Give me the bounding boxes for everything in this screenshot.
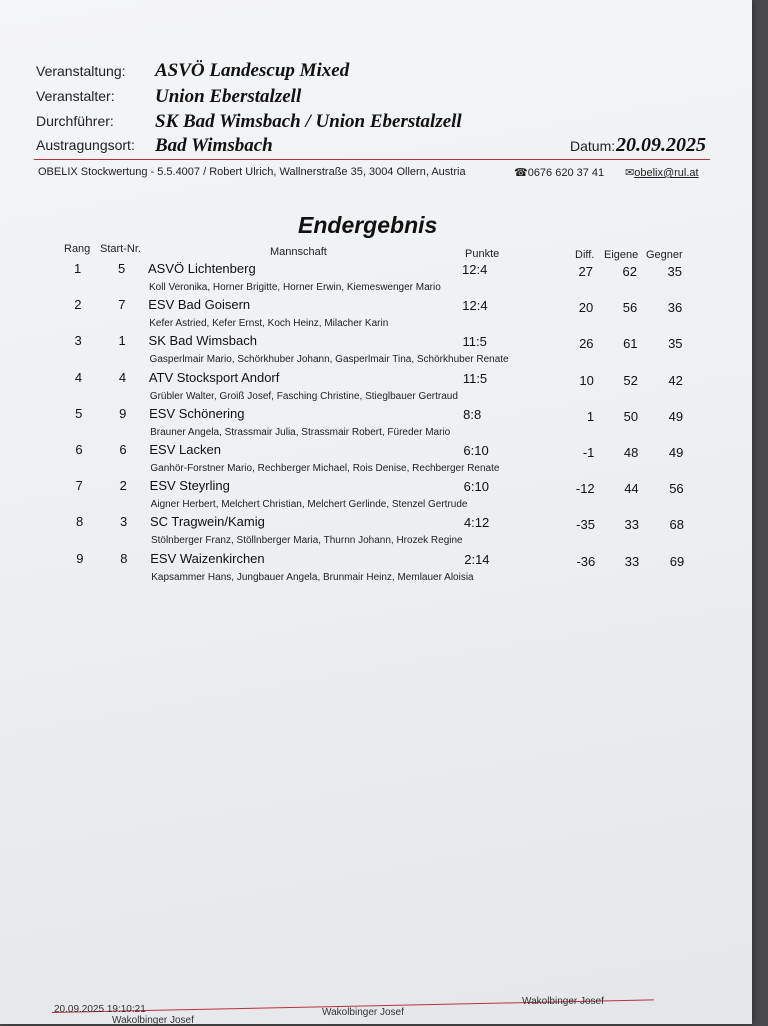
signature-3: Wakolbinger Josef (522, 996, 604, 1007)
own-score: 44 (624, 481, 639, 497)
envelope-icon: ✉ (625, 167, 635, 179)
own-score: 48 (623, 445, 639, 460)
difference: -12 (575, 481, 595, 497)
opponent-score: 49 (668, 445, 684, 460)
team-members: Grübler Walter, Groiß Josef, Fasching Christine, Stieglbauer Gertraud (149, 390, 458, 402)
rank: 4 (74, 369, 83, 385)
col-mannschaft: Mannschaft (270, 246, 327, 258)
rank: 1 (74, 261, 82, 276)
team-members: Koll Veronika, Horner Brigitte, Horner Erwin, Kiemeswenger Mario (149, 282, 441, 293)
datum-value: 20.09.2025 (616, 134, 706, 156)
points: 4:12 (463, 515, 490, 531)
col-start: Start-Nr. (100, 243, 141, 255)
col-diff: Diff. (575, 249, 595, 261)
start-number: 2 (119, 478, 127, 494)
team-name: ESV Waizenkirchen (150, 550, 265, 566)
signature-1: Wakolbinger Josef (112, 1015, 194, 1026)
own-score: 56 (622, 300, 638, 316)
durchfuehrer-label: Durchführer: (36, 113, 114, 129)
print-timestamp: 20.09.2025 19:10:21 (54, 1004, 146, 1015)
difference: 27 (578, 264, 593, 279)
team-members: Gasperlmair Mario, Schörkhuber Johann, Gasperlmair Tina, Schörkhuber Renate (149, 354, 509, 366)
veranstalter-value: Union Eberstalzell (155, 86, 302, 107)
own-score: 61 (623, 336, 638, 352)
ort-label: Austragungsort: (36, 137, 135, 153)
own-score: 33 (624, 553, 640, 569)
start-number: 8 (120, 550, 128, 566)
opponent-score: 49 (668, 408, 684, 424)
difference: 20 (578, 300, 594, 316)
start-number: 9 (119, 405, 127, 421)
rank: 2 (74, 297, 82, 313)
start-number: 5 (118, 261, 126, 276)
own-score: 52 (623, 372, 638, 388)
team-members: Kapsammer Hans, Jungbauer Angela, Brunmair Heinz, Memlauer Aloisia (151, 571, 474, 583)
points: 6:10 (463, 479, 489, 495)
difference: 26 (579, 336, 594, 352)
difference: -35 (576, 517, 595, 533)
team-members: Kefer Astried, Kefer Ernst, Koch Heinz, Milacher Karin (149, 318, 389, 330)
veranstaltung-value: ASVÖ Landescup Mixed (155, 60, 350, 81)
opponent-score: 68 (669, 517, 684, 533)
rank: 6 (75, 442, 83, 457)
team-name: ATV Stocksport Andorf (148, 369, 280, 385)
own-score: 50 (623, 408, 639, 424)
start-number: 6 (119, 442, 127, 457)
team-members: Stölnberger Franz, Stöllnberger Maria, Thurnn Johann, Hrozek Regine (150, 535, 463, 547)
team-name: ESV Steyrling (149, 478, 230, 494)
veranstalter-label: Veranstalter: (36, 88, 115, 104)
rank: 3 (74, 333, 82, 349)
signature-2: Wakolbinger Josef (322, 1007, 404, 1018)
durchfuehrer-value: SK Bad Wimsbach / Union Eberstalzell (155, 111, 462, 132)
ort-value: Bad Wimsbach (155, 135, 273, 156)
own-score: 33 (624, 517, 639, 533)
difference: -1 (582, 445, 595, 460)
software-info: OBELIX Stockwertung - 5.5.4007 / Robert Ulrich, Wallnerstraße 35, 3004 Ollern, Austria (38, 166, 466, 178)
col-gegner: Gegner (646, 249, 683, 261)
points: 6:10 (463, 443, 489, 458)
rank: 7 (75, 478, 83, 494)
veranstaltung-label: Veranstaltung: (36, 63, 126, 79)
opponent-score: 35 (667, 264, 682, 279)
rank: 5 (75, 405, 83, 421)
points: 11:5 (462, 370, 488, 386)
rank: 8 (75, 514, 84, 530)
difference: 10 (579, 372, 594, 388)
team-name: SK Bad Wimsbach (148, 333, 257, 349)
start-number: 1 (118, 333, 126, 349)
page-title: Endergebnis (298, 212, 438, 238)
col-punkte: Punkte (465, 248, 500, 260)
points: 12:4 (462, 262, 488, 277)
opponent-score: 56 (669, 481, 684, 497)
opponent-score: 69 (669, 553, 685, 569)
start-number: 3 (119, 514, 128, 530)
col-eigene: Eigene (604, 249, 639, 261)
difference: -36 (576, 553, 596, 569)
points: 2:14 (464, 551, 490, 567)
difference: 1 (586, 408, 595, 424)
team-name: ESV Lacken (149, 442, 221, 457)
datum-label: Datum: (570, 138, 616, 154)
points: 12:4 (462, 298, 488, 314)
opponent-score: 42 (668, 372, 683, 388)
points: 11:5 (462, 334, 487, 350)
team-name: ASVÖ Lichtenberg (148, 261, 256, 276)
team-name: ESV Bad Goisern (148, 297, 251, 313)
header-divider (34, 159, 710, 160)
col-rang: Rang (64, 243, 91, 255)
rank: 9 (76, 550, 84, 566)
opponent-score: 35 (668, 336, 683, 352)
phone-number: ☎0676 620 37 41 (514, 167, 605, 179)
team-name: ESV Schönering (149, 405, 245, 421)
team-members: Ganhör-Forstner Mario, Rechberger Michael, Rois Denise, Rechberger Renate (150, 463, 500, 474)
start-number: 4 (118, 369, 127, 385)
team-members: Brauner Angela, Strassmair Julia, Strassmair Robert, Füreder Mario (150, 426, 451, 438)
start-number: 7 (118, 297, 126, 313)
email (625, 166, 699, 179)
team-name: SC Tragwein/Kamig (149, 514, 265, 530)
points: 8:8 (463, 406, 482, 422)
opponent-score: 36 (667, 300, 683, 316)
own-score: 62 (622, 264, 637, 279)
email-address: obelix@rul.at (634, 167, 699, 179)
team-members: Aigner Herbert, Melchert Christian, Melchert Gerlinde, Stenzel Gertrude (150, 499, 468, 511)
